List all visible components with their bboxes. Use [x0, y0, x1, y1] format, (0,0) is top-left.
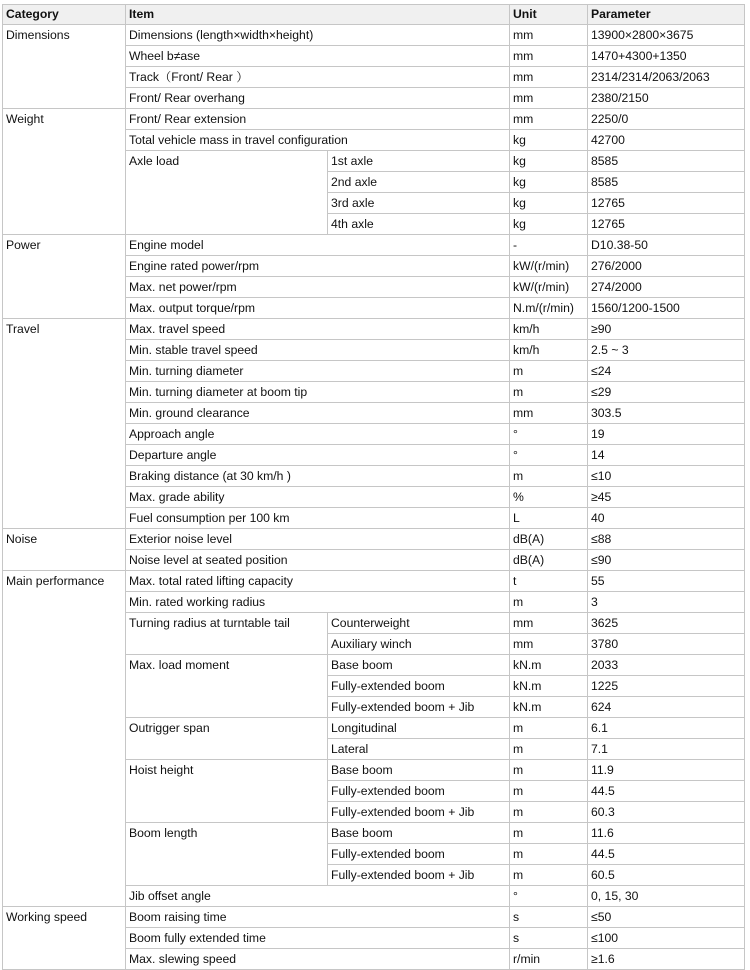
category-cell: Dimensions: [3, 25, 126, 109]
item-cell: Dimensions (length×width×height): [126, 25, 510, 46]
item-cell: Boom raising time: [126, 907, 510, 928]
sub-item-cell: Auxiliary winch: [328, 634, 510, 655]
unit-cell: mm: [510, 613, 588, 634]
parameter-cell: 55: [588, 571, 745, 592]
item-cell: Boom fully extended time: [126, 928, 510, 949]
unit-cell: dB(A): [510, 529, 588, 550]
unit-cell: m: [510, 802, 588, 823]
item-cell: Max. slewing speed: [126, 949, 510, 970]
spec-table-container: [2, 4, 744, 970]
unit-cell: kW/(r/min): [510, 256, 588, 277]
sub-item-cell: 2nd axle: [328, 172, 510, 193]
item-cell: Wheel b≠ase: [126, 46, 510, 67]
spec-table: [2, 4, 745, 970]
parameter-cell: 11.9: [588, 760, 745, 781]
unit-cell: kg: [510, 172, 588, 193]
sub-item-cell: 3rd axle: [328, 193, 510, 214]
category-cell: Power: [3, 235, 126, 319]
parameter-cell: 12765: [588, 193, 745, 214]
unit-cell: m: [510, 718, 588, 739]
sub-item-cell: 1st axle: [328, 151, 510, 172]
item-cell: Min. stable travel speed: [126, 340, 510, 361]
parameter-cell: 13900×2800×3675: [588, 25, 745, 46]
category-cell: Travel: [3, 319, 126, 529]
unit-cell: dB(A): [510, 550, 588, 571]
item-cell: Max. net power/rpm: [126, 277, 510, 298]
unit-cell: m: [510, 823, 588, 844]
category-cell: Weight: [3, 109, 126, 235]
parameter-cell: 1470+4300+1350: [588, 46, 745, 67]
parameter-cell: 44.5: [588, 844, 745, 865]
item-cell: Track（Front/ Rear ）: [126, 67, 510, 88]
item-cell: Engine rated power/rpm: [126, 256, 510, 277]
parameter-cell: 6.1: [588, 718, 745, 739]
parameter-cell: 2.5 ~ 3: [588, 340, 745, 361]
category-cell: Noise: [3, 529, 126, 571]
unit-cell: kN.m: [510, 655, 588, 676]
unit-cell: m: [510, 739, 588, 760]
item-cell: Front/ Rear extension: [126, 109, 510, 130]
parameter-cell: ≥90: [588, 319, 745, 340]
item-cell: Engine model: [126, 235, 510, 256]
sub-item-cell: Fully-extended boom: [328, 844, 510, 865]
table-row: [3, 907, 745, 928]
item-cell: Approach angle: [126, 424, 510, 445]
parameter-cell: 2033: [588, 655, 745, 676]
unit-cell: r/min: [510, 949, 588, 970]
parameter-cell: ≤50: [588, 907, 745, 928]
unit-cell: mm: [510, 67, 588, 88]
parameter-cell: 1225: [588, 676, 745, 697]
table-row: [3, 529, 745, 550]
sub-item-cell: Base boom: [328, 760, 510, 781]
category-cell: Main performance: [3, 571, 126, 907]
parameter-cell: ≤88: [588, 529, 745, 550]
parameter-cell: 19: [588, 424, 745, 445]
item-cell: Exterior noise level: [126, 529, 510, 550]
item-cell: Min. rated working radius: [126, 592, 510, 613]
sub-item-cell: Fully-extended boom + Jib: [328, 865, 510, 886]
item-cell: Max. travel speed: [126, 319, 510, 340]
parameter-cell: 7.1: [588, 739, 745, 760]
item-cell: Total vehicle mass in travel configuration: [126, 130, 510, 151]
item-cell: Jib offset angle: [126, 886, 510, 907]
header-parameter: Parameter: [588, 5, 745, 25]
unit-cell: m: [510, 382, 588, 403]
parameter-cell: D10.38-50: [588, 235, 745, 256]
sub-item-cell: Fully-extended boom: [328, 676, 510, 697]
unit-cell: kg: [510, 193, 588, 214]
unit-cell: mm: [510, 88, 588, 109]
parameter-cell: 8585: [588, 151, 745, 172]
sub-item-cell: Fully-extended boom: [328, 781, 510, 802]
parameter-cell: 14: [588, 445, 745, 466]
parameter-cell: ≥1.6: [588, 949, 745, 970]
parameter-cell: 44.5: [588, 781, 745, 802]
sub-item-cell: Lateral: [328, 739, 510, 760]
unit-cell: kg: [510, 151, 588, 172]
table-row: [3, 109, 745, 130]
unit-cell: °: [510, 424, 588, 445]
parameter-cell: 60.5: [588, 865, 745, 886]
unit-cell: %: [510, 487, 588, 508]
spec-table-body: [3, 25, 745, 970]
unit-cell: °: [510, 445, 588, 466]
unit-cell: t: [510, 571, 588, 592]
parameter-cell: 274/2000: [588, 277, 745, 298]
parameter-cell: 12765: [588, 214, 745, 235]
item-cell: Min. turning diameter at boom tip: [126, 382, 510, 403]
header-unit: Unit: [510, 5, 588, 25]
parameter-cell: ≥45: [588, 487, 745, 508]
item-cell: Max. grade ability: [126, 487, 510, 508]
parameter-cell: 2380/2150: [588, 88, 745, 109]
category-cell: Working speed: [3, 907, 126, 970]
item-cell: Noise level at seated position: [126, 550, 510, 571]
unit-cell: L: [510, 508, 588, 529]
unit-cell: m: [510, 592, 588, 613]
parameter-cell: 2250/0: [588, 109, 745, 130]
sub-item-cell: Fully-extended boom + Jib: [328, 802, 510, 823]
parameter-cell: 0, 15, 30: [588, 886, 745, 907]
parameter-cell: 276/2000: [588, 256, 745, 277]
unit-cell: mm: [510, 403, 588, 424]
header-item: Item: [126, 5, 510, 25]
unit-cell: mm: [510, 634, 588, 655]
item-cell: Max. total rated lifting capacity: [126, 571, 510, 592]
unit-cell: m: [510, 760, 588, 781]
unit-cell: N.m/(r/min): [510, 298, 588, 319]
table-row: [3, 319, 745, 340]
parameter-cell: 2314/2314/2063/2063: [588, 67, 745, 88]
item-cell: Max. load moment: [126, 655, 328, 718]
table-row: [3, 235, 745, 256]
sub-item-cell: Base boom: [328, 823, 510, 844]
unit-cell: m: [510, 466, 588, 487]
item-cell: Fuel consumption per 100 km: [126, 508, 510, 529]
unit-cell: m: [510, 781, 588, 802]
unit-cell: -: [510, 235, 588, 256]
parameter-cell: ≤100: [588, 928, 745, 949]
unit-cell: mm: [510, 25, 588, 46]
parameter-cell: 11.6: [588, 823, 745, 844]
parameter-cell: 303.5: [588, 403, 745, 424]
item-cell: Min. ground clearance: [126, 403, 510, 424]
sub-item-cell: Counterweight: [328, 613, 510, 634]
unit-cell: s: [510, 928, 588, 949]
parameter-cell: ≤24: [588, 361, 745, 382]
item-cell: Hoist height: [126, 760, 328, 823]
parameter-cell: ≤90: [588, 550, 745, 571]
unit-cell: s: [510, 907, 588, 928]
parameter-cell: 3: [588, 592, 745, 613]
sub-item-cell: Longitudinal: [328, 718, 510, 739]
unit-cell: km/h: [510, 340, 588, 361]
item-cell: Axle load: [126, 151, 328, 235]
parameter-cell: 42700: [588, 130, 745, 151]
parameter-cell: 1560/1200-1500: [588, 298, 745, 319]
header-row: [3, 5, 745, 25]
parameter-cell: ≤10: [588, 466, 745, 487]
unit-cell: kg: [510, 214, 588, 235]
parameter-cell: 624: [588, 697, 745, 718]
unit-cell: m: [510, 361, 588, 382]
table-row: [3, 571, 745, 592]
header-category: Category: [3, 5, 126, 25]
item-cell: Turning radius at turntable tail: [126, 613, 328, 655]
item-cell: Front/ Rear overhang: [126, 88, 510, 109]
item-cell: Outrigger span: [126, 718, 328, 760]
sub-item-cell: 4th axle: [328, 214, 510, 235]
unit-cell: kN.m: [510, 697, 588, 718]
table-row: [3, 25, 745, 46]
parameter-cell: 3625: [588, 613, 745, 634]
unit-cell: m: [510, 844, 588, 865]
unit-cell: m: [510, 865, 588, 886]
item-cell: Departure angle: [126, 445, 510, 466]
item-cell: Boom length: [126, 823, 328, 886]
unit-cell: kN.m: [510, 676, 588, 697]
unit-cell: kg: [510, 130, 588, 151]
parameter-cell: 60.3: [588, 802, 745, 823]
parameter-cell: 3780: [588, 634, 745, 655]
parameter-cell: 8585: [588, 172, 745, 193]
unit-cell: mm: [510, 46, 588, 67]
unit-cell: °: [510, 886, 588, 907]
parameter-cell: 40: [588, 508, 745, 529]
item-cell: Braking distance (at 30 km/h ): [126, 466, 510, 487]
unit-cell: km/h: [510, 319, 588, 340]
unit-cell: mm: [510, 109, 588, 130]
sub-item-cell: Fully-extended boom + Jib: [328, 697, 510, 718]
item-cell: Max. output torque/rpm: [126, 298, 510, 319]
item-cell: Min. turning diameter: [126, 361, 510, 382]
parameter-cell: ≤29: [588, 382, 745, 403]
unit-cell: kW/(r/min): [510, 277, 588, 298]
sub-item-cell: Base boom: [328, 655, 510, 676]
